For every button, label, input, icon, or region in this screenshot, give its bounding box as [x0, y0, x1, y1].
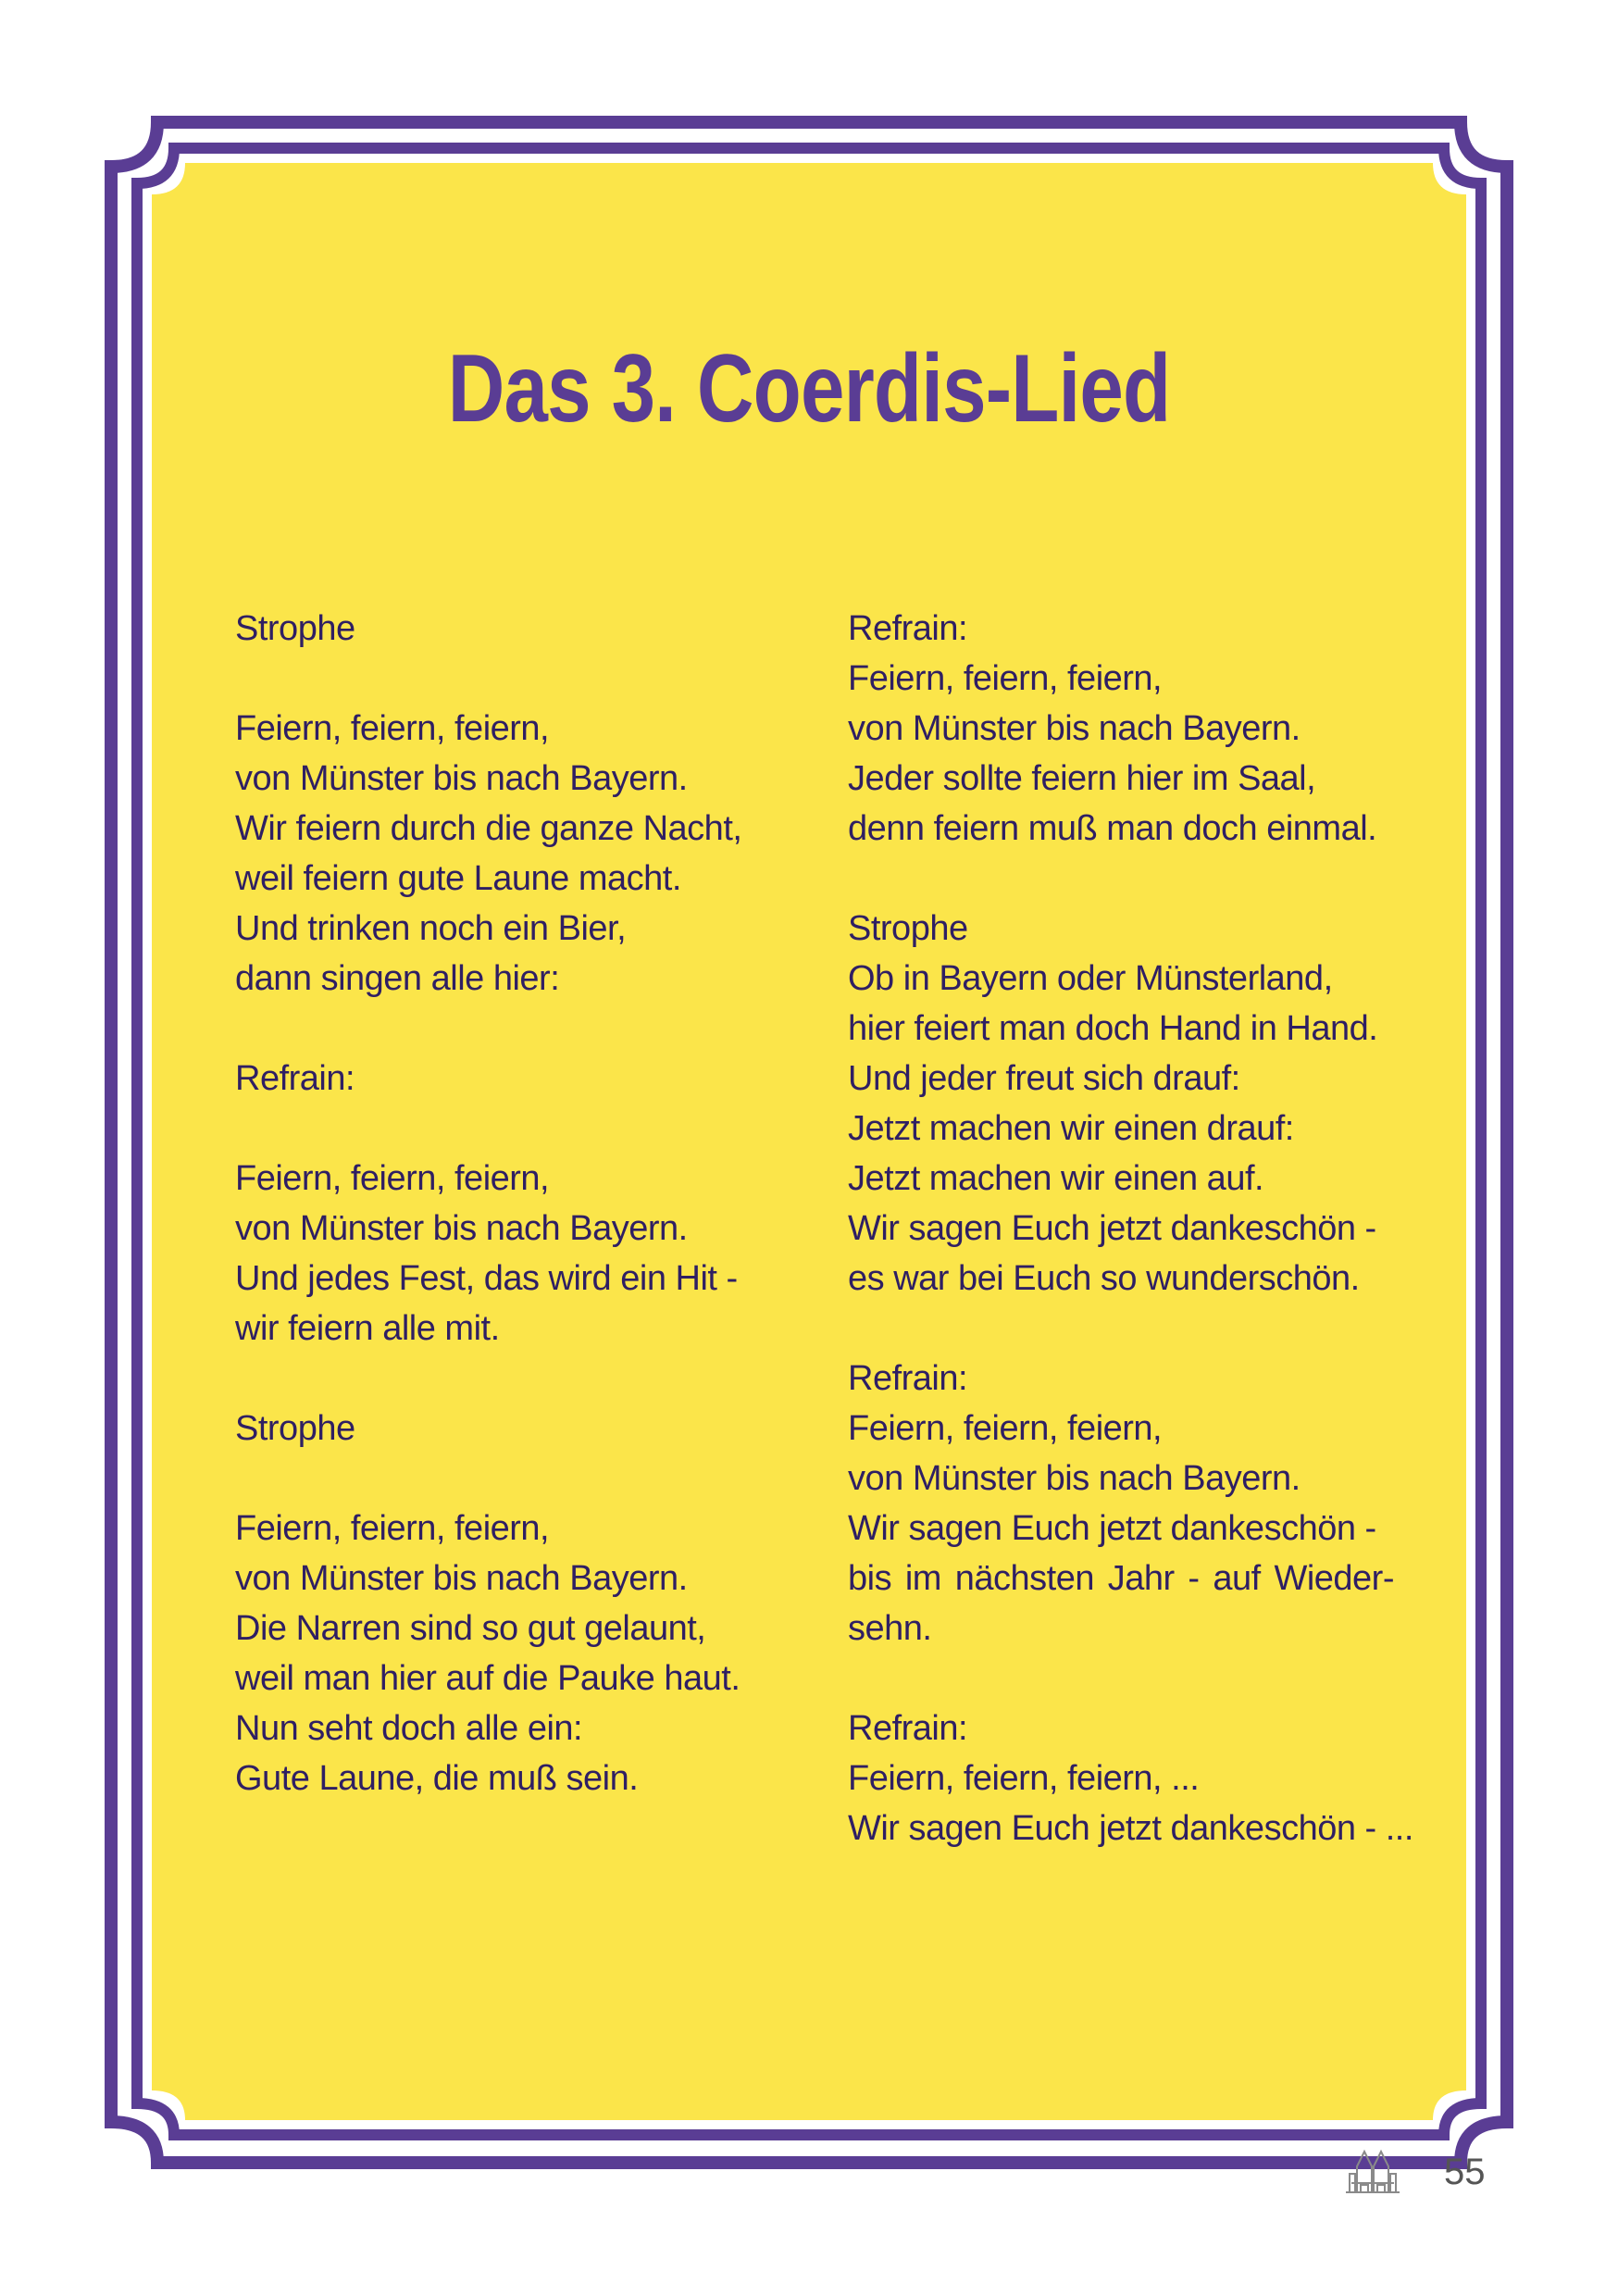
- text-line: Wir sagen Euch jetzt dankeschön - ...: [848, 1809, 1413, 1848]
- text-line: Wir feiern durch die ganze Nacht,: [235, 809, 742, 848]
- text-line: Die Narren sind so gut gelaunt,: [235, 1609, 706, 1648]
- text-line: Feiern, feiern, feiern,: [235, 709, 550, 748]
- verse: [848, 904, 1394, 1304]
- text-line: wir feiern alle mit.: [235, 1309, 500, 1348]
- text-line: Nun seht doch alle ein:: [235, 1709, 583, 1748]
- page-number: 55: [1444, 2152, 1486, 2192]
- text-line: weil man hier auf die Pauke haut.: [235, 1659, 741, 1698]
- text-line: Feiern, feiern, feiern,: [848, 1409, 1163, 1448]
- song-title: Das 3. Coerdis-Lied: [447, 335, 1171, 443]
- stanza-label: [235, 604, 809, 654]
- text-line: es war bei Euch so wunderschön.: [848, 1259, 1360, 1298]
- text-line: Ob in Bayern oder Münsterland,: [848, 959, 1333, 998]
- text-line: Strophe: [848, 909, 968, 948]
- text-line: Feiern, feiern, feiern,: [848, 659, 1163, 698]
- verse: [235, 1154, 809, 1354]
- text-line: Refrain:: [848, 609, 968, 648]
- text-line: Strophe: [235, 1409, 355, 1448]
- right-column: [848, 604, 1413, 1903]
- text-line: Jeder sollte feiern hier im Saal,: [848, 759, 1316, 798]
- text-line: Wir sagen Euch jetzt dankeschön -: [848, 1509, 1376, 1548]
- text-line: Gute Laune, die muß sein.: [235, 1759, 639, 1798]
- text-line: hier feiert man doch Hand in Hand.: [848, 1009, 1378, 1048]
- verse: [848, 1354, 1394, 1653]
- text-line: weil feiern gute Laune macht.: [235, 859, 681, 898]
- text-line: Jetzt machen wir einen auf.: [848, 1159, 1264, 1198]
- text-line: von Münster bis nach Bayern.: [235, 1209, 688, 1248]
- text-line: Jetzt machen wir einen drauf:: [848, 1109, 1294, 1148]
- text-line: sehn.: [848, 1609, 932, 1648]
- text-line: dann singen alle hier:: [235, 959, 560, 998]
- text-line: Feiern, feiern, feiern,: [235, 1159, 550, 1198]
- text-line: Und trinken noch ein Bier,: [235, 909, 627, 948]
- text-line: bis im nächsten Jahr - auf Wieder-: [848, 1559, 1394, 1598]
- text-line: Refrain:: [848, 1709, 968, 1748]
- text-line: denn feiern muß man doch einmal.: [848, 809, 1377, 848]
- verse: [848, 604, 1394, 854]
- verse: [235, 704, 809, 1004]
- text-line: von Münster bis nach Bayern.: [235, 759, 688, 798]
- text-line: von Münster bis nach Bayern.: [848, 709, 1301, 748]
- text-line: Und jeder freut sich drauf:: [848, 1059, 1240, 1098]
- verse: [235, 1504, 809, 1803]
- stanza-label: [235, 1404, 809, 1454]
- text-line: Und jedes Fest, das wird ein Hit -: [235, 1259, 738, 1298]
- text-line: Feiern, feiern, feiern, ...: [848, 1759, 1200, 1798]
- text-line: Wir sagen Euch jetzt dankeschön -: [848, 1209, 1376, 1248]
- text-line: von Münster bis nach Bayern.: [848, 1459, 1301, 1498]
- text-line: Refrain:: [235, 1059, 355, 1098]
- text-line: Strophe: [235, 609, 355, 648]
- castle-logo-icon: [1340, 2146, 1405, 2196]
- stanza-label: [235, 1054, 809, 1104]
- text-line: Refrain:: [848, 1359, 968, 1398]
- verse: [848, 1703, 1413, 1853]
- text-line: Feiern, feiern, feiern,: [235, 1509, 550, 1548]
- text-line: von Münster bis nach Bayern.: [235, 1559, 688, 1598]
- left-column: [235, 604, 809, 1853]
